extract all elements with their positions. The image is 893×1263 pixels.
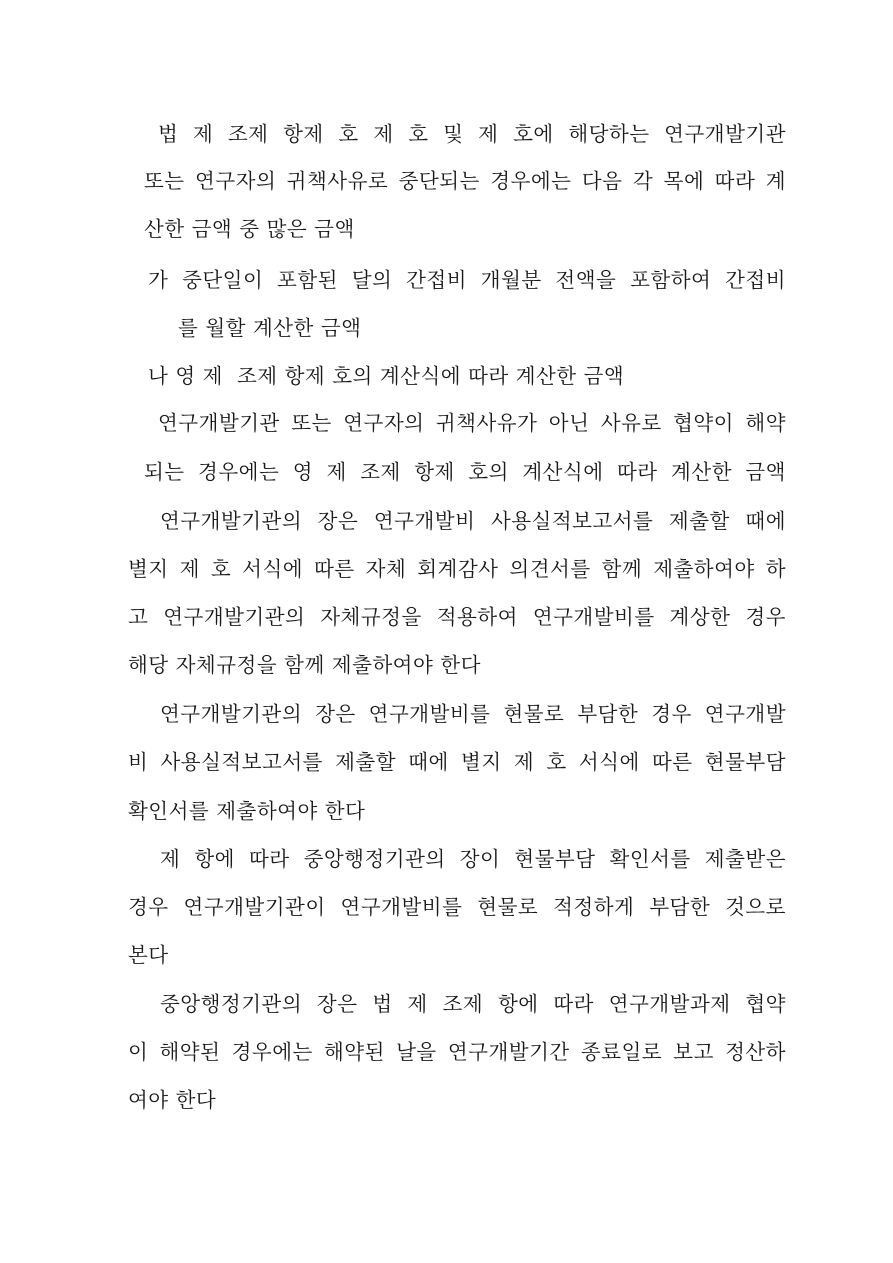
clause-line: 법 제 조제 항제 호 제 호 및 제 호에 해당하는 연구개발기관	[158, 122, 786, 146]
paragraph-line: 확인서를 제출하여야 한다	[128, 799, 366, 823]
paragraph-line: 비 사용실적보고서를 제출할 때에 별지 제 호 서식에 따른 현물부담	[128, 750, 786, 774]
paragraph-line: 제 항에 따라 중앙행정기관의 장이 현물부담 확인서를 제출받은	[160, 847, 786, 871]
clause-line: 되는 경우에는 영 제 조제 항제 호의 계산식에 따라 계산한 금액	[144, 460, 786, 484]
paragraph-line: 연구개발기관의 장은 연구개발비 사용실적보고서를 제출할 때에	[160, 509, 786, 533]
clause-line: 산한 금액 중 많은 금액	[144, 217, 355, 241]
paragraph-line: 해당 자체규정을 함께 제출하여야 한다	[128, 653, 481, 677]
clause-line: 또는 연구자의 귀책사유로 중단되는 경우에는 다음 각 목에 따라 계	[144, 169, 786, 193]
paragraph-line: 중앙행정기관의 장은 법 제 조제 항에 따라 연구개발과제 협약	[160, 992, 786, 1016]
paragraph-line: 고 연구개발기관의 자체규정을 적용하여 연구개발비를 계상한 경우	[128, 605, 786, 629]
paragraph-line: 별지 제 호 서식에 따른 자체 회계감사 의견서를 함께 제출하여야 하	[128, 557, 786, 581]
item-line: 를 월할 계산한 금액	[178, 316, 362, 340]
item-line: 가 중단일이 포함된 달의 간접비 개월분 전액을 포함하여 간접비	[148, 268, 786, 292]
paragraph-line: 본다	[128, 943, 169, 967]
paragraph-line: 연구개발기관의 장은 연구개발비를 현물로 부담한 경우 연구개발	[160, 702, 786, 726]
paragraph-line: 여야 한다	[128, 1088, 217, 1112]
item-line: 나 영 제 조제 항제 호의 계산식에 따라 계산한 금액	[148, 364, 625, 388]
paragraph-line: 경우 연구개발기관이 연구개발비를 현물로 적정하게 부담한 것으로	[128, 895, 786, 919]
paragraph-line: 이 해약된 경우에는 해약된 날을 연구개발기간 종료일로 보고 정산하	[128, 1040, 786, 1064]
clause-line: 연구개발기관 또는 연구자의 귀책사유가 아닌 사유로 협약이 해약	[158, 411, 786, 435]
